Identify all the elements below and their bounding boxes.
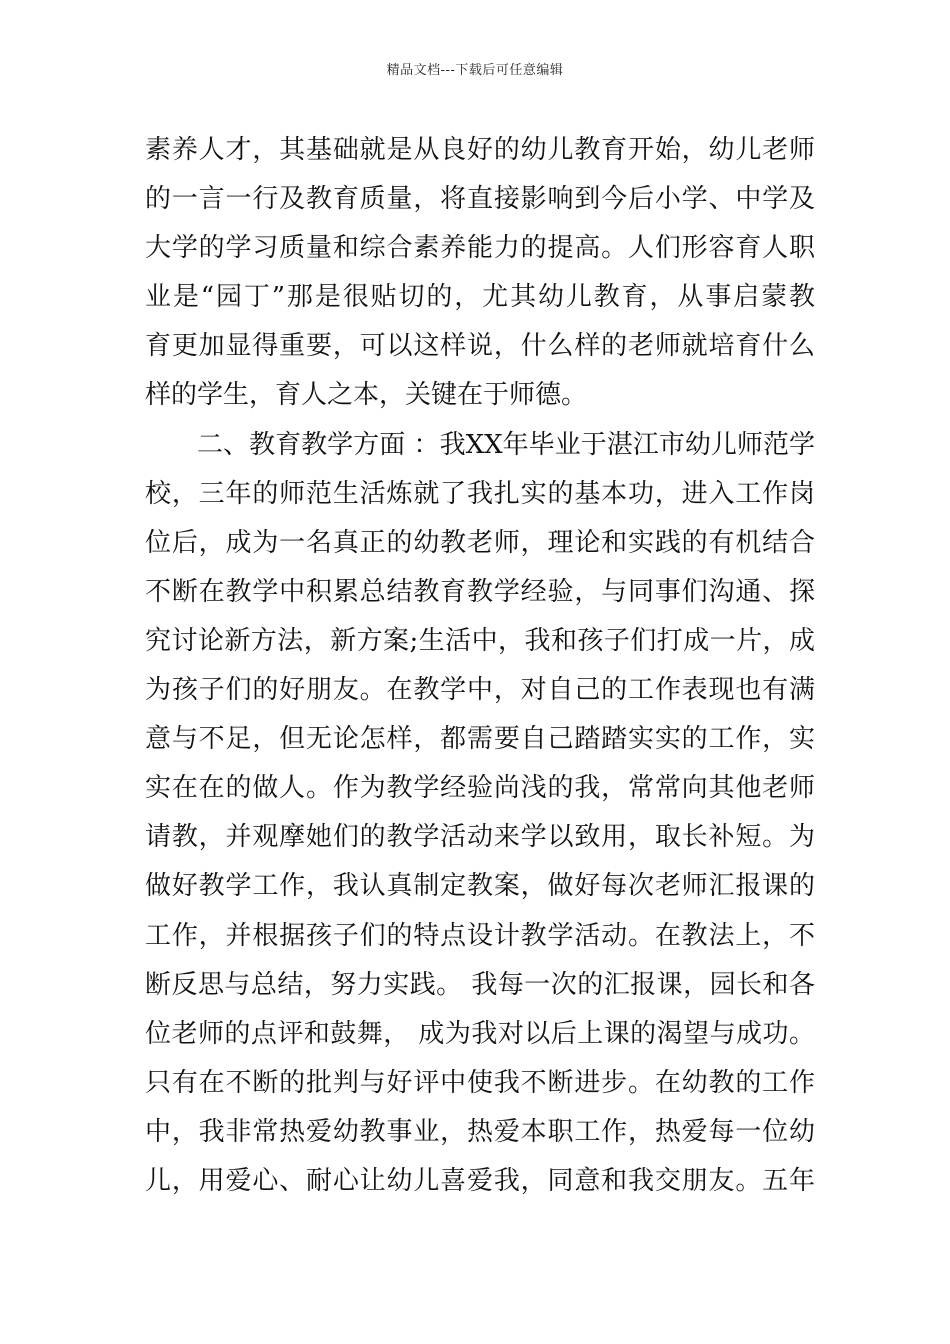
document-body: [145, 126, 815, 1206]
text-line: 大学的学习质量和综合素养能力的提高。人们形容育人职: [145, 233, 815, 264]
text-line: 校，三年的师范生活炼就了我扎实的基本功，进入工作岗: [145, 478, 815, 509]
text-line: 位老师的点评和鼓舞， 成为我对以后上课的渴望与成功。: [145, 1018, 815, 1049]
text-line: 做好教学工作，我认真制定教案，做好每次老师汇报课的: [145, 871, 815, 902]
text-line: 样的学生，育人之本，关键在于师德。: [145, 380, 588, 411]
text-line: 二、教育教学方面 ：我XX年毕业于湛江市幼儿师范学: [197, 429, 815, 460]
text-line: 的一言一行及教育质量，将直接影响到今后小学、中学及: [145, 184, 815, 215]
text-line: 请教，并观摩她们的教学活动来学以致用，取长补短。为: [145, 822, 815, 853]
text-line: 育更加显得重要，可以这样说，什么样的老师就培育什么: [145, 331, 815, 362]
text-line: 工作，并根据孩子们的特点设计教学活动。在教法上，不: [145, 920, 815, 951]
page-header: 精品文档---下载后可任意编辑: [386, 63, 564, 78]
text-line: 断反思与总结，努力实践。 我每一次的汇报课，园长和各: [145, 969, 815, 1000]
text-line: 业是“园丁”那是很贴切的，尤其幼儿教育，从事启蒙教: [145, 282, 815, 313]
text-line: 不断在教学中积累总结教育教学经验，与同事们沟通、探: [145, 576, 815, 607]
text-line: 素养人才，其基础就是从良好的幼儿教育开始，幼儿老师: [145, 135, 815, 165]
text-line: 为孩子们的好朋友。在教学中，对自己的工作表现也有满: [145, 675, 815, 706]
text-line: 只有在不断的批判与好评中使我不断进步。在幼教的工作: [145, 1067, 815, 1098]
text-line: 究讨论新方法，新方案;生活中，我和孩子们打成一片，成: [145, 625, 815, 656]
text-line: 位后，成为一名真正的幼教老师，理论和实践的有机结合: [145, 527, 815, 558]
text-line: 实在在的做人。作为教学经验尚浅的我，常常向其他老师: [145, 773, 815, 804]
text-line: 中，我非常热爱幼教事业，热爱本职工作，热爱每一位幼: [145, 1116, 815, 1147]
text-line: 儿，用爱心、耐心让幼儿喜爱我，同意和我交朋友。五年: [145, 1165, 815, 1196]
text-line: 意与不足，但无论怎样，都需要自己踏踏实实的工作，实: [145, 724, 815, 755]
